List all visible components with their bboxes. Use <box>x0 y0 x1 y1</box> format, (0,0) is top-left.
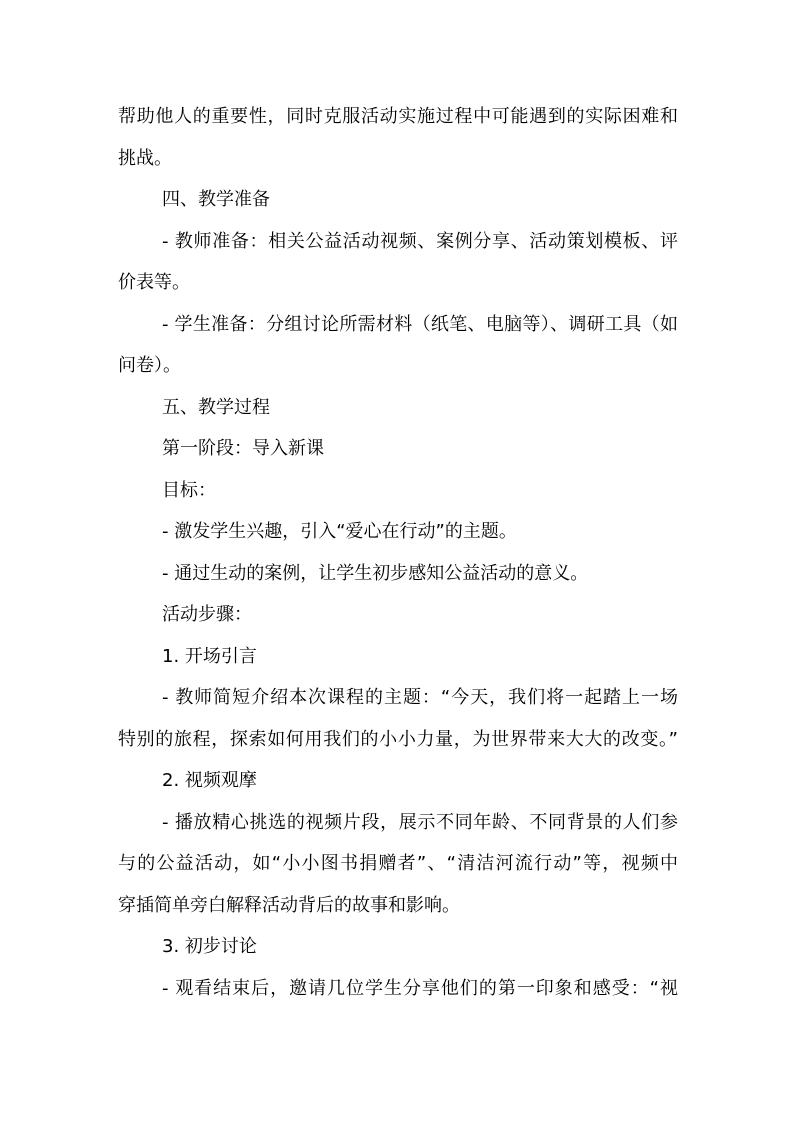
document-body <box>118 96 678 1009</box>
paragraph-line: 挑战。 <box>118 147 172 169</box>
paragraph-line: 穿插简单旁白解释活动背后的故事和影响。 <box>118 894 460 916</box>
section-heading-process: 五、教学过程 <box>162 396 270 418</box>
stage-heading: 第一阶段：导入新课 <box>162 438 324 459</box>
list-item: - 激发学生兴趣，引入“爱心在行动”的主题。 <box>162 521 517 542</box>
step-heading: 3. 初步讨论 <box>162 936 257 957</box>
paragraph-line: 价表等。 <box>118 272 190 293</box>
list-item: - 教师简短介绍本次课程的主题：“今天，我们将一起踏上一场 <box>162 687 678 708</box>
paragraph-line: 帮助他人的重要性，同时克服活动实施过程中可能遇到的实际困难和 <box>118 106 678 127</box>
list-item: - 通过生动的案例，让学生初步感知公益活动的意义。 <box>162 562 589 584</box>
list-item: - 学生准备：分组讨论所需材料（纸笔、电脑等）、调研工具（如 <box>162 313 678 335</box>
paragraph-line: 问卷）。 <box>118 355 181 376</box>
step-heading: 2. 视频观摩 <box>162 770 257 791</box>
list-item: - 教师准备：相关公益活动视频、案例分享、活动策划模板、评 <box>162 230 678 252</box>
list-item: - 观看结束后，邀请几位学生分享他们的第一印象和感受：“视 <box>162 977 678 999</box>
step-heading: 1. 开场引言 <box>162 645 257 667</box>
section-heading-preparation: 四、教学准备 <box>162 189 270 210</box>
paragraph-line: 特别的旅程，探索如何用我们的小小力量，为世界带来大大的改变。” <box>118 728 678 750</box>
paragraph-line: 与的公益活动，如“小小图书捐赠者”、“清洁河流行动”等，视频中 <box>118 853 678 874</box>
list-item: - 播放精心挑选的视频片段，展示不同年龄、不同背景的人们参 <box>162 811 678 833</box>
goal-label: 目标： <box>162 479 216 501</box>
steps-label: 活动步骤： <box>162 604 252 625</box>
